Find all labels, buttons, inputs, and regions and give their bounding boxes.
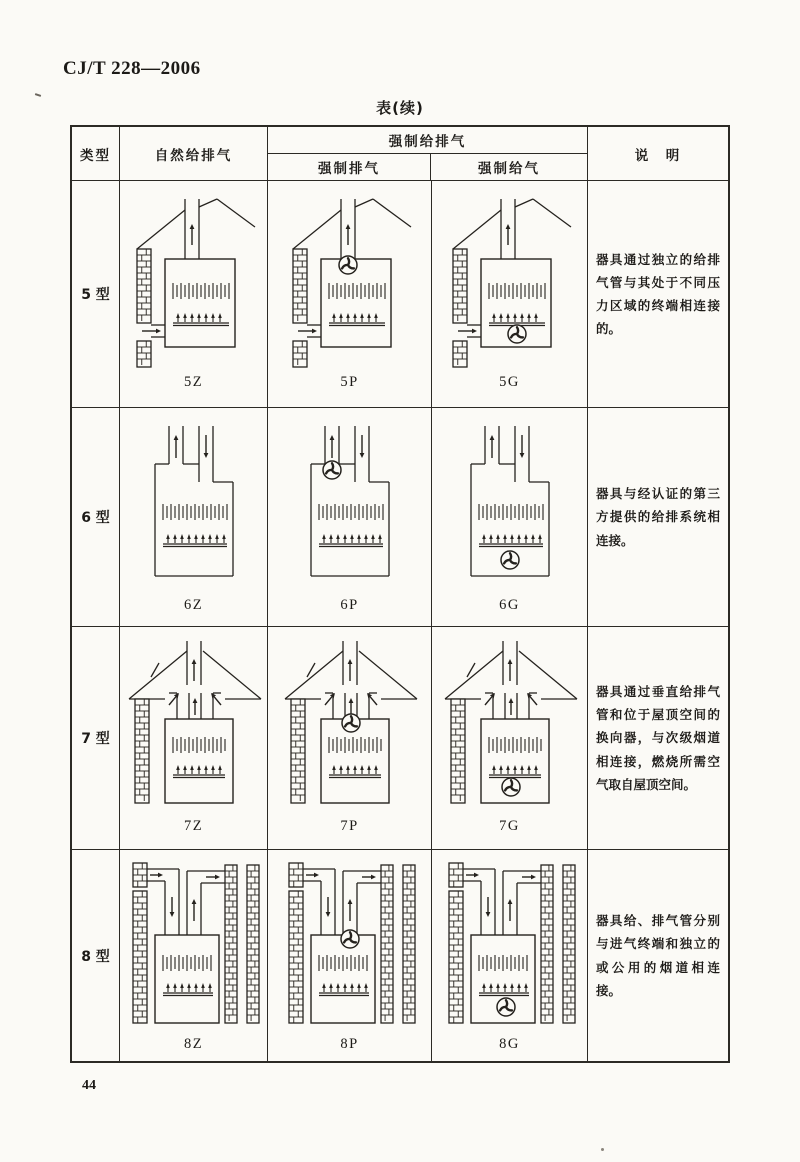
col-header-natural: 自然给排气 — [120, 127, 268, 181]
row-description-5 — [588, 181, 728, 408]
appliance-diagram-5z — [119, 197, 269, 369]
table-title: 表(续) — [376, 99, 424, 117]
diagram-label: 8Z — [183, 1035, 204, 1052]
appliance-diagram-6z — [119, 420, 269, 592]
description-text: 器具通过独立的给排气管与其处于不同压力区域的终端相连接的。 — [596, 251, 720, 337]
standard-number: CJ/T 228—2006 — [63, 58, 201, 79]
diagram-label: 7Z — [183, 818, 204, 834]
appliance-diagram-7z — [119, 641, 269, 813]
row-type-label-5: 5 型 — [72, 181, 120, 408]
diagram-label: 7P — [340, 818, 359, 834]
diagram-label: 6P — [340, 597, 359, 613]
diagram-label: 6Z — [183, 597, 204, 613]
diagram-cell-5p — [268, 181, 432, 408]
row-type-label-7: 7 型 — [72, 627, 120, 850]
diagram-cell-6g — [432, 408, 588, 627]
diagram-cell-8p — [268, 850, 432, 1061]
diagram-cell-6p — [268, 408, 432, 627]
diagram-cell-8g — [432, 850, 588, 1061]
diagram-cell-7p — [268, 627, 432, 850]
description-text: 器具与经认证的第三方提供的给排系统相连接。 — [596, 486, 720, 548]
diagram-cell-6z — [120, 408, 268, 627]
col-header-type: 类型 — [72, 127, 120, 181]
row-type-label-6: 6 型 — [72, 408, 120, 627]
appliance-diagram-8g — [435, 859, 585, 1031]
description-text: 器具给、排气管分别与进气终端和独立的或公用的烟道相连接。 — [596, 913, 720, 998]
col-header-forced-group — [268, 127, 588, 181]
col-header-description: 说 明 — [588, 127, 728, 181]
col-header-forced-exhaust: 强制排气 — [268, 154, 431, 180]
forced-subheaders — [268, 154, 587, 180]
flue-type-table — [70, 125, 730, 1063]
row-description-6 — [588, 408, 728, 627]
col-header-forced-group-label: 强制给排气 — [268, 127, 587, 154]
scan-artifact — [601, 1148, 604, 1151]
diagram-cell-5g — [432, 181, 588, 408]
diagram-cell-7g — [432, 627, 588, 850]
appliance-diagram-6p — [275, 420, 425, 592]
col-header-forced-intake: 强制给气 — [478, 161, 540, 177]
appliance-diagram-5g — [435, 197, 585, 369]
diagram-label: 5P — [340, 374, 359, 390]
page-number: 44 — [82, 1078, 96, 1093]
row-description-8 — [588, 850, 728, 1061]
appliance-diagram-7p — [275, 641, 425, 813]
diagram-label: 7G — [499, 818, 520, 834]
diagram-cell-5z — [120, 181, 268, 408]
appliance-diagram-5p — [275, 197, 425, 369]
diagram-label: 5Z — [183, 374, 204, 390]
diagram-label: 8G — [499, 1035, 520, 1052]
diagram-cell-7z — [120, 627, 268, 850]
row-description-7 — [588, 627, 728, 850]
diagram-cell-8z — [120, 850, 268, 1061]
diagram-label: 5G — [499, 374, 520, 390]
row-type-label-8: 8 型 — [72, 850, 120, 1061]
appliance-diagram-8p — [275, 859, 425, 1031]
appliance-diagram-7g — [435, 641, 585, 813]
appliance-diagram-6g — [435, 420, 585, 592]
appliance-diagram-8z — [119, 859, 269, 1031]
diagram-label: 6G — [499, 597, 520, 613]
description-text: 器具通过垂直给排气管和位于屋顶空间的换向器，与次级烟道相连接，燃烧所需空气取自屋顶空间。 — [596, 684, 720, 792]
diagram-label: 8P — [340, 1035, 359, 1052]
